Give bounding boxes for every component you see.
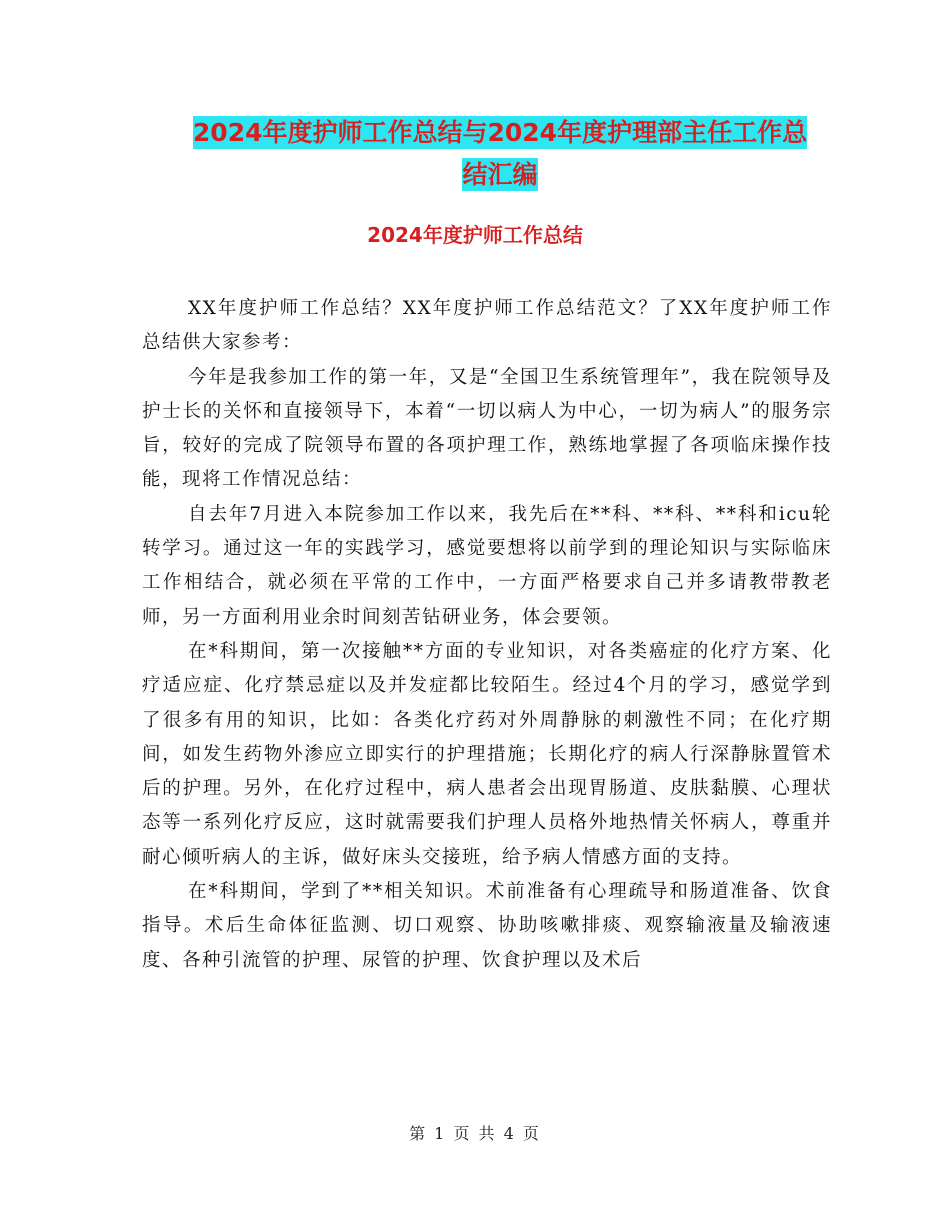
- page-footer: 第 1 页 共 4 页: [409, 1124, 541, 1143]
- paragraph-overview: 今年是我参加工作的第一年，又是“全国卫生系统管理年”，我在院领导及护士长的关怀和直接领导下，本着“一切以病人为中心，一切为病人”的服务宗旨，较好的完成了院领导布置的各项护理工作，熟练地掌握了各项临床操作技能，现将工作情况总结：: [142, 366, 832, 491]
- paragraph-surgery: 在*科期间，学到了**相关知识。术前准备有心理疏导和肠道准备、饮食指导。术后生命体征监测、切口观察、协助咳嗽排痰、观察输液量及输液速度、各种引流管的护理、尿管的护理、饮食护理以及术后: [142, 881, 832, 971]
- title-line-2: 结汇编: [462, 160, 538, 189]
- title-line-1: 2024年度护师工作总结与2024年度护理部主任工作总: [192, 118, 808, 147]
- document-title: [130, 112, 870, 196]
- paragraph-rotation: 自去年7月进入本院参加工作以来，我先后在**科、**科、**科和icu轮转学习。通过这一年的实践学习，感觉要想将以前学到的理论知识与实际临床工作相结合，就必须在平常的工作中，一方面严格要求自己并多请教带教老师，另一方面利用业余时间刻苦钻研业务，体会要领。: [142, 503, 832, 628]
- paragraph-intro: XX年度护师工作总结？XX年度护师工作总结范文？了XX年度护师工作总结供大家参考：: [142, 298, 832, 354]
- paragraph-chemotherapy: 在*科期间，第一次接触**方面的专业知识，对各类癌症的化疗方案、化疗适应症、化疗禁忌症以及并发症都比较陌生。经过4个月的学习，感觉学到了很多有用的知识，比如：各类化疗药对外周静脉的刺激性不同；在化疗期间，如发生药物外渗应立即实行的护理措施；长期化疗的病人行深静脉置管术后的护理。另外，在化疗过程中，病人患者会出现胃肠道、皮肤黏膜、心理状态等一系列化疗反应，这时就需要我们护理人员格外地热情关怀病人，尊重并耐心倾听病人的主诉，做好床头交接班，给予病人情感方面的支持。: [142, 640, 832, 868]
- section-title: 2024年度护师工作总结: [367, 223, 583, 247]
- body-text: [142, 292, 832, 978]
